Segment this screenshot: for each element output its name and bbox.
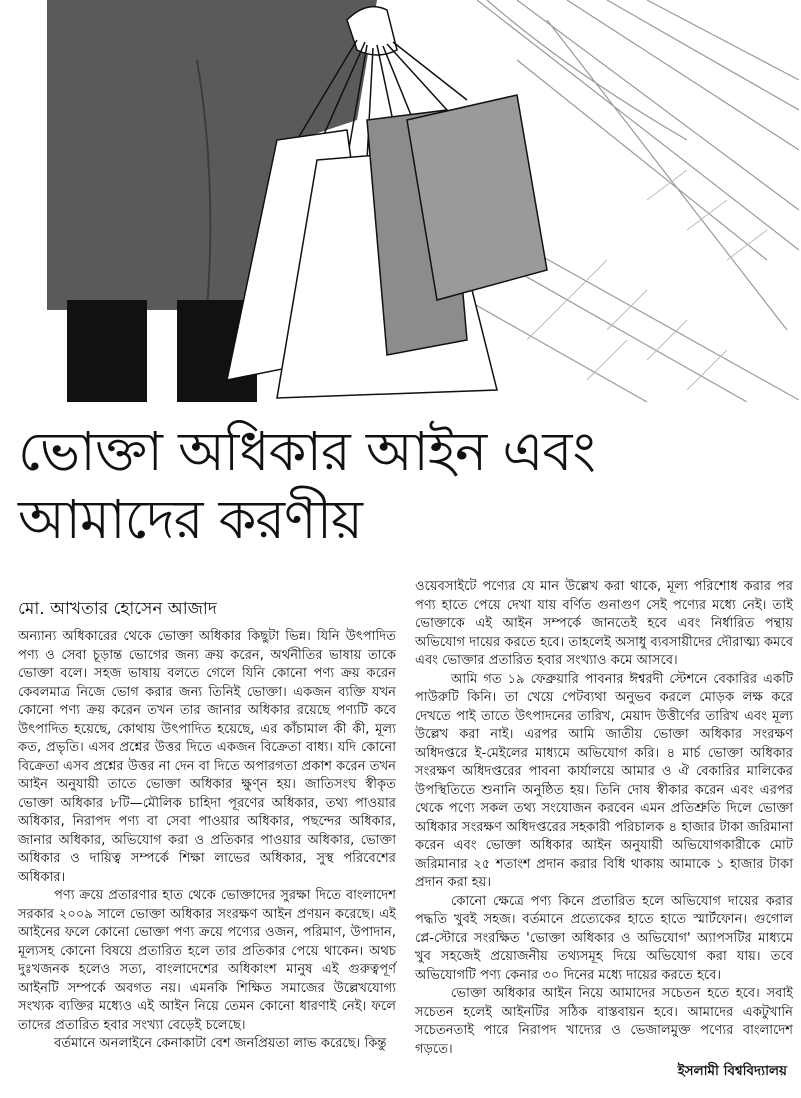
author-affiliation: ইসলামী বিশ্ববিদ্যালয় (677, 1063, 787, 1079)
paragraph: কোনো ক্ষেত্রে পণ্য কিনে প্রতারিত হলে অভিযোগ দায়ের করার পদ্ধতি খুবই সহজ। বর্তমানে প্রত্যেকের হাতে হাতে স্মার্টফোন। গুগোল প্লে-স্টোরে সংরক্ষিত 'ভোক্তা অধিকার ও অভিযোগ' অ্যাপসটির মাধ্যমে খুব সহজেই প্রয়োজনীয় তথ্যসমূহ দিয়ে অভিযোগ করা যায়। তবে অভিযোগটি পণ্য কেনার ৩০ দিনের মধ্যে দায়ের করতে হবে। (415, 893, 793, 983)
headline-line-1: ভোক্তা অধিকার আইন এবং (18, 420, 595, 483)
shopping-bags-illustration (47, 0, 799, 402)
left-leg (67, 300, 147, 402)
paragraph: ওয়েবসাইটে পণ্যের যে মান উল্লেখ করা থাকে, মূল্য পরিশোধ করার পর পণ্য হাতে পেয়ে দেখা যায় বর্ণিত গুনাগুণ সেই পণ্যের মধ্যে নেই। তাই ভোক্তাকে এই আইন সম্পর্কে জানতেই হবে এবং নির্ধারিত পন্থায় অভিযোগ দায়ের করতে হবে। তাহলেই অসাধু ব্যবসায়ীদের দৌরাত্ম্য কমবে এবং ভোক্তার প্রতারিত হবার সংখ্যাও কমে আসবে। (415, 579, 793, 668)
illustration-svg (47, 0, 799, 402)
paragraph: পণ্য ক্রয়ে প্রতারণার হাত থেকে ভোক্তাদের সুরক্ষা দিতে বাংলাদেশ সরকার ২০০৯ সালে ভোক্তা অধিকার সংরক্ষণ আইন প্রণয়ন করেছে। এই আইনের ফলে কোনো ভোক্তা পণ্য ক্রয়ে পণ্যের ওজন, পরিমাণ, উপাদান, মূল্যসহ কোনো বিষয়ে প্রতারিত হলে তার প্রতিকার পেয়ে থাকেন। অথচ দুঃখজনক হলেও সত্য, বাংলাদেশের অধিকাংশ মানুষ এই গুরুত্বপূর্ণ আইনটি সম্পর্কে অবগত নয়। এমনকি শিক্ষিত সমাজের উল্লেখযোগ্য সংখ্যক ব্যক্তির মধ্যেও এই আইন নিয়ে তেমন কোনো ধারণাই নেই। ফলে তাদের প্রতারিত হবার সংখ্যা বেড়েই চলেছে। (18, 888, 396, 1033)
headline-line-2: আমাদের করণীয় (18, 488, 362, 551)
article-column-left (18, 628, 396, 1054)
paragraph: অন্যান্য অধিকারের থেকে ভোক্তা অধিকার কিছুটা ভিন্ন। যিনি উৎপাদিত পণ্য ও সেবা চূড়ান্ত ভোগের জন্য ক্রয় করেন, অর্থনীতির ভাষায় তাকে ভোক্তা বলে। সহজ ভাষায় বলতে গেলে যিনি কোনো পণ্য ক্রয় করেন কেবলমাত্র নিজে ভোগ করার জন্য তিনিই ভোক্তা। একজন ব্যক্তি যখন কোনো পণ্য ক্রয় করেন তখন তার জানার অধিকার রয়েছে পণ্যটি কবে উৎপাদিত হয়েছে, কোথায় উৎপাদিত হয়েছে, এর কাঁচামাল কী কী, মূল্য কত, প্রভৃতি। এসব প্রশ্নের উত্তর দিতে একজন বিক্রেতা বাধ্য। যদি কোনো বিক্রেতা এসব প্রশ্নের উত্তর না দেন বা দিতে অপারগতা প্রকাশ করেন তখন আইন অনুযায়ী তাতে ভোক্তা অধিকার ক্ষুণ্ন হয়। জাতিসংঘ স্বীকৃত ভোক্তা অধিকার ৮টি—মৌলিক চাহিদা পূরণের অধিকার, তথ্য পাওয়ার অধিকার, নিরাপদ পণ্য বা সেবা পাওয়ার অধিকার, পছন্দের অধিকার, জানার অধিকার, অভিযোগ করা ও প্রতিকার পাওয়ার অধিকার, ভোক্তা অধিকার ও দায়িত্ব সম্পর্কে শিক্ষা লাভের অধিকার, সুস্থ পরিবেশের অধিকার। (18, 629, 396, 885)
byline: মো. আখতার হোসেন আজাদ (18, 599, 217, 619)
paragraph: আমি গত ১৯ ফেব্রুয়ারি পাবনার ঈশ্বরদী স্টেশনে বেকারির একটি পাউরুটি কিনি। তা খেয়ে পেটব্যথা অনুভব করলে মোড়ক লক্ষ করে দেখতে পাই তাতে উৎপাদনের তারিখ, মেয়াদ উত্তীর্ণের তারিখ এবং মূল্য উল্লেখ করা নাই। এরপর আমি জাতীয় ভোক্তা অধিকার সংরক্ষণ অধিদপ্তরে ই-মেইলের মাধ্যমে অভিযোগ করি। ৪ মার্চ ভোক্তা অধিকার সংরক্ষণ অধিদপ্তরের পাবনা কার্যালয়ে আমার ও ঐ বেকারির মালিকের উপস্থিতিতে শুনানি অনুষ্ঠিত হয়। তিনি দোষ স্বীকার করেন এবং এরপর থেকে পণ্যে সকল তথ্য সংযোজন করবেন এমন প্রতিশ্রুতি দিলে ভোক্তা অধিকার সংরক্ষণ অধিদপ্তরের সহকারী পরিচালক ৪ হাজার টাকা জরিমানা করেন এবং ভোক্তা অধিকার আইন অনুযায়ী অভিযোগকারীকে মোট জরিমানার ২৫ শতাংশ প্রদান করার বিধি থাকায় আমাকে ১ হাজার টাকা প্রদান করা হয়। (415, 671, 793, 890)
paragraph: বর্তমানে অনলাইনে কেনাকাটা বেশ জনপ্রিয়তা লাভ করেছে। কিন্তু (54, 1036, 387, 1051)
headline (18, 418, 788, 554)
article-column-right (415, 578, 793, 1059)
paragraph: ভোক্তা অধিকার আইন নিয়ে আমাদের সচেতন হতে হবে। সবাই সচেতন হলেই আইনটির সঠিক বাস্তবায়ন হবে। আমাদের একটুখানি সচেতনতাই পারে নিরাপদ খাদ্যের ও ভেজালমুক্ত পণ্যের বাংলাদেশ গড়তে। (415, 986, 793, 1057)
